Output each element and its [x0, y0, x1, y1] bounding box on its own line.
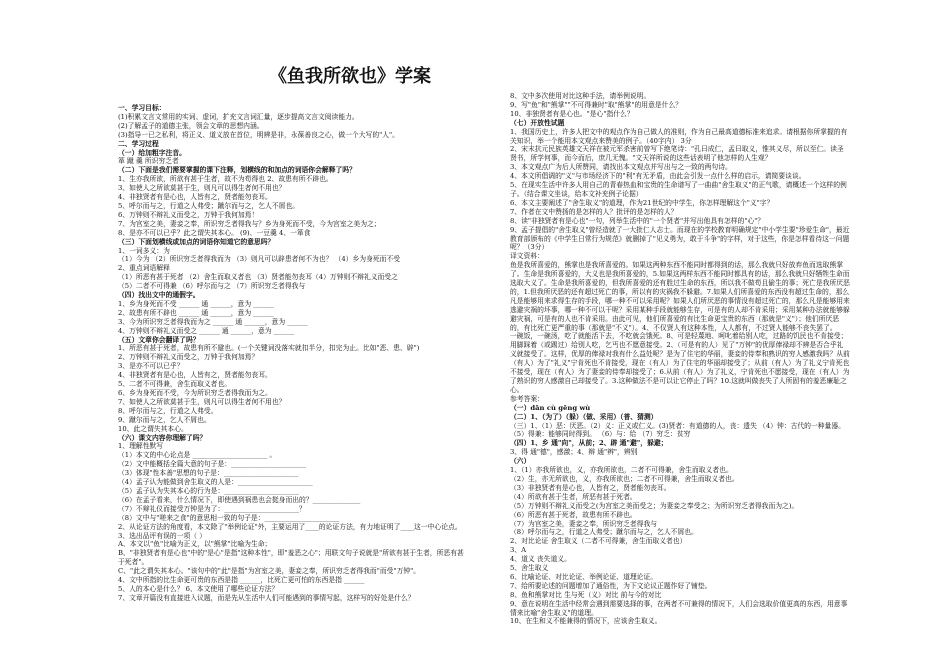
left-line: 3、如使人之所欲莫甚于生，则凡可以得生者何不用也？: [118, 184, 286, 193]
left-line: 2、重点词语解释: [118, 264, 170, 273]
left-line: （三）下面划横线或加点的词语你知道它的意思吗？: [118, 237, 275, 246]
left-line: 10、此之谓失其本心。: [118, 424, 188, 433]
right-line: 7、作者在文中赞扬的是怎样的人？批评的是怎样的人？: [510, 207, 678, 216]
left-line: （六）课文内容你理解了吗？: [118, 433, 207, 442]
left-line: 8、呼尔而与之，行道之人弗受。: [118, 406, 218, 415]
right-line: （四）1、乡 通"向"，从前；2、辟 通"避"，躲避；: [510, 439, 668, 448]
left-column: [118, 60, 468, 603]
left-line: 3、今为所识穷乏者得我而为之 ______ 通 ______，意为 ______: [118, 317, 308, 326]
left-line: 二、学习过程: [118, 139, 159, 148]
right-line: 9、写"鱼"和"熊掌""不可得兼时"取"熊掌"的用意是什么？: [510, 100, 683, 109]
left-line: （8）文中与"嗟来之食"的意思相一致的句子是：______________________: [118, 513, 340, 522]
left-line: （1）本文的中心论点是 ______________________ 。: [118, 451, 277, 460]
left-line: （1）所恶有甚于死者 （2）舍生而取义者也 （3）贤者能勿丧耳（4）万钟则不辩礼义而受之: [118, 273, 398, 282]
right-line: 参考答案：: [510, 394, 544, 403]
left-line: （5）孟子认为失其本心的行为是：______________________: [118, 486, 300, 495]
left-line: 6、乡为身死而不受，今为所识穷乏者得我而为之。: [118, 389, 272, 397]
right-line: 3、得 通"德"，感激；4、辩 通"辨"，辨别: [510, 448, 638, 457]
right-line: （8）呼尔而与之，行道之人弗受；蹴尔而与之，乞人不屑也。: [510, 528, 698, 537]
right-line: 6、本文主要阐述了"舍生取义"的道理，作为21世纪的中学生，你怎样理解这个"义"字？: [510, 198, 774, 207]
left-line: A、本文以"鱼"比喻为正义，以"熊掌"比喻为生命；: [118, 540, 272, 549]
right-line: （5）万钟则不辩礼义而受之(为宫室之美而受之；为妻妾之奉受之；为所识穷乏者得我而为之)。: [510, 501, 799, 510]
left-line: 5、呼尔而与之，行道之人弗受；蹴尔而与之，乞人不屑也。: [118, 201, 300, 210]
left-line: 4、非独贤者有是心也，人皆有之，贤者能勿丧耳。: [118, 371, 272, 380]
right-line: 鱼是我所喜爱的，熊掌也是我所喜爱的。如果这两种东西不能同时都得到的话，那么我就只好放弃鱼而选取熊掌了。生命是我所喜爱的，大义也是我所喜爱的，5.如果这两样东西不能同时都具有的话，那么我就只好牺牲生命而选取大义了。生命是我所喜爱的，但我所喜爱的还有胜过生命的东西，所以我不做苟且偷生的事；死亡是我所厌恶的，1.但我所厌恶的还有超过死亡的事，所以有的灾祸我不躲避。7.如果人们所喜爱的东西没有超过生命的，那么凡是能够用来求得生存的手段，哪一种不可以采用呢？如果人们所厌恶的事情没有超过死亡的，那么凡是能够用来逃避灾祸的坏事，哪一种不可以干呢？采用某种手段就能够生存，可是有的人却不肯采用；采用某种办法就能够躲避灾祸，可是有的人也不肯采用。由此可见，他们所喜爱的有比生命更宝贵的东西（那就是"义"）；他们所厌恶的，有比死亡更严重的事（那就是"不义"）。4、不仅贤人有这种本性，人人都有，不过贤人能够不丧失罢了。: [510, 261, 850, 332]
right-line: 2、对比论证 舍生取义（二者不可得兼，舍生而取义者也）: [510, 537, 687, 546]
left-line: 6、万钟则不辩礼义而受之，万钟于我何加焉！: [118, 210, 259, 219]
right-line: 2、宋末抗元民族英雄文天祥在被元军杀害前曾写下绝笔诗："孔曰成仁，孟曰取义，惟其义尽，所以至仁。读圣贤书，所学何事，而今而后，庶几无愧。"文天祥所说的这些话表明了他怎样的人生观？: [510, 145, 844, 163]
left-line: 1、生亦我所欲，所欲有甚于生者，故不为苟得也 2、故患有所不辟也。: [118, 175, 333, 184]
left-line: (2)了解孟子的道德主张，领会文章的思想内涵。: [118, 121, 264, 130]
right-column: [510, 92, 850, 626]
right-line: 9、孟子提倡的"舍生取义"曾经造就了一大批仁人志士。而现在的学校教育明确规定"中小学生要"珍爱生命"，最近教育部颁布的《中学生日常行为规范》就删掉了"见义勇为，敢于斗争"的字样，对于这些，你是怎样看待这一问题呢？（3分）: [510, 225, 850, 252]
left-line: （2）文中能概括全篇大意的句子是：______________________: [118, 460, 306, 469]
left-line: 7、如使人之所欲莫甚于生，则凡可以得生者何不用也？: [118, 397, 286, 406]
left-line: （4）孟子认为能做到舍生取义的人是：______________________: [118, 478, 313, 487]
right-line: （7）为宫室之美，妻妾之奉，所识穷乏者得我与: [510, 519, 658, 528]
left-line: (3)指导一已之私利，将正义、道义放在首位，明辨是非，永葆善良之心，做一个大写的"人"。: [118, 130, 399, 139]
right-line: 一碗饭，一碗汤，吃了就能活下去，不吃就会饿死。8、可是轻蔑地、呵叱着给别人吃，过路的饥民也不肯接受；用脚踩着（或踢过）给别人吃，乞丐也不愿意接受。2、（可是有的人）见了"万钟"的优厚俸禄却不辨是否合乎礼义就接受了。这样，优厚的俸禄对我有什么益处呢？是为了住宅的华丽，妻妾的侍奉和熟识的穷人感激我吗？从前（有人）为了"礼义"宁肯死也不肯接受，现在（有人）为了住宅的华丽却接受了；从前（有人）为了礼义宁肯死也不接受，现在（有人）为了妻妾的侍奉却接受了；6.从前（有人）为了礼义，宁肯死也不愿接受，现在（有人）为了熟识的穷人感激自己却接受了。3.这种做法不是可以让它停止了吗？10.这就叫做丧失了人所固有的羞恶廉耻之心。: [510, 332, 850, 394]
left-line: （五）文章你会翻译了吗？: [118, 335, 200, 344]
right-line: （3）非独贤者有是心也，人皆有之，贤者能勿丧耳。: [510, 483, 671, 492]
title-spacer: [118, 60, 468, 82]
right-line: 5、舍生取义: [510, 564, 549, 573]
right-line: （5）得兼：能够同时得到。 （6）与：给 （7）穷乏：贫穷: [510, 430, 691, 439]
right-line: 7、给所要论述的问题增加了通俗性，为下文论议正题作好了铺垫。: [510, 581, 712, 590]
left-line: 8、是亦不可以已乎？此之谓失其本心。 (9)、一豆羹 4、一箪食: [118, 228, 311, 237]
left-line: （7）不辩礼仪而接受万钟是为了：______________________？: [118, 504, 306, 513]
left-line: 1、乡为身死而不受 ______ 通 ______，意为 ______: [118, 299, 274, 308]
left-line: （四）找出文中的通假字。: [118, 291, 200, 300]
left-line: 5、人的本心是什么？ 6、本文使用了哪些论证方法？: [118, 584, 279, 593]
right-lines: [510, 92, 850, 626]
left-line: 7、文章开篇没有直接进入议题，而是先从生活中人们可能遇到的事情写起，这样写的好处是什么？: [118, 593, 415, 602]
left-line: 2、故患有所不辟也 ______ 通 ______，意为 ______: [118, 308, 274, 317]
left-line: 5、二者不可得兼，舍生而取义者也。: [118, 380, 232, 389]
left-line: 1、一词多义：为: [118, 246, 170, 255]
left-line: (1)积累文言文常用的实词、虚词，扩充文言词汇量，逐步提高文言文阅读能力。: [118, 112, 359, 121]
right-line: 9、意在说明在生活中经常会遇到需要选择的事，在两者不可兼得的情况下，人们会选取价值更高的东西，用意事情来比喻"舍生取义"的道理。: [510, 599, 848, 617]
right-line: （6）所恶有甚于死者，故患有所不辟也。: [510, 510, 637, 519]
right-line: 10、在生和义不能兼得的情况下，应该舍生取义。: [510, 617, 662, 626]
right-line: （六）: [510, 457, 531, 466]
right-line: （4）所欲有甚于生者，所恶有甚于死者。: [510, 492, 637, 501]
left-line: 4、万钟则不辩礼义而受之 ______ 通 ______，意为 ______: [118, 326, 295, 335]
right-line: 8、读"非独贤者有是心也"一句，列举生活中的"一个贤者"并写出他具有怎样的"心"？: [510, 216, 765, 225]
left-line: 7、为宫室之美，妻妾之奉，所识穷乏者得我与？乡为身死而不受，今为宫室之美为之；: [118, 219, 381, 228]
left-line: 3、选出品评有误的一项（ ）: [118, 531, 207, 540]
left-line: 4、文中所指的比生命更可贵的东西是指 ______，比死亡更可怕的东西是指 ______: [118, 576, 365, 585]
right-line: 10、非独贤者有是心也。"是心"指什么？: [510, 109, 634, 118]
right-line: 6、比喻论证、对比论证、举例论证、道理论证。: [510, 572, 658, 581]
left-line: C、"此之谓失其本心。"该句中的"此"是指"为宫室之美，妻妾之奉，所识穷乏者得我而"而受"万钟"。: [118, 567, 421, 576]
left-lines: [118, 104, 468, 603]
left-line: （3）体现"性本善"思想的句子是：______________________: [118, 469, 299, 478]
title-spacer-2: [118, 82, 468, 104]
left-line: （二）下面是我们需要掌握的课下注释，划横线的和加点的词语你会解释了吗？: [118, 166, 356, 175]
left-line: 9、蹴尔而与之，乞人不屑也。: [118, 415, 211, 424]
left-line: 箪 蹴 羹 所识穷乏者: [118, 157, 179, 166]
left-line: 2、万钟则不辩礼义而受之，万钟于我何加焉？: [118, 353, 259, 362]
right-line: 3、本文观点广为后人所赞同，请找出本文观点并写出与之一致的两句诗。: [510, 163, 732, 172]
document-title: 《鱼我所欲也》学案: [269, 66, 431, 87]
left-line: 2、从论证方法的角度看，本文除了"举例论证"外，主要运用了____的论证方法，有力地证明了____这一中心论点。: [118, 522, 462, 531]
left-line: （一）给加粗字注音。: [118, 148, 186, 157]
right-line: 译文资料：: [510, 252, 544, 261]
right-line: 5、在现实生活中许多人用自己的青春热血和宝贵的生命谱写了一曲曲"舍生取义"的正气歌，请概述一个这样的例子。（结合课文坐谈，给本文补充例子论据）: [510, 181, 847, 198]
left-line: 3、是亦不可以已乎？: [118, 362, 184, 371]
right-line: 1、我国历史上，许多人把文中的观点作为自己做人的准则，作为自己最高道德标准来追求。请根据你所掌握的有关知识，举一个能用本文观点来赞美的例子。（40字内） 3分: [510, 127, 848, 145]
right-line: （三）1、（1）恶：厌恶。（2）义：正义或仁义。(3)贤者：有道德的人，丧：遗失 （4）钟：古代的一种量器。: [510, 421, 845, 430]
right-line: 4、本文所倡调的"义"与市场经济下的"利"有无矛盾，由此会引发一点什么样的启示，请简要谈谈。: [510, 172, 806, 181]
left-line: 4、非独贤者有是心也，人皆有之，贤者能勿丧耳。: [118, 193, 272, 202]
left-line: 1、理解性默写: [118, 442, 164, 451]
right-line: 1、（1）亦我所欲也，义，亦我所欲也，二者不可得兼，舍生而取义者也。: [510, 466, 733, 475]
left-line: （6）在孟子看来，什么情况下，即使遇到祸患也会挺身而出的？______________: [118, 495, 361, 504]
right-line: 3、A: [510, 546, 527, 555]
right-line: （七）开放性试题: [510, 118, 565, 127]
left-line: 一、学习目标：: [118, 104, 166, 112]
left-line: 1、所恶有甚于死者，故患有所不避也。(一个关键词没落实就扣半分，扣完为止。比如"恶、患、辟"): [118, 344, 420, 353]
right-line: （2）生，亦无所欲也，义，亦我所欲也；二者不可得兼，舍生而取义者也。: [510, 474, 739, 483]
right-line: （一）dān cù gēng wù: [510, 403, 591, 412]
right-line: 8、文中多次使用对比这种手法，请举例说明。: [510, 92, 651, 100]
left-line: B、"非独贤者有是心也"中的"是心"是指"这种本性"，即"羞恶之心"；用联文句子说就是"所欲有甚于生者，所恶有甚于死者"。: [118, 549, 464, 567]
right-line: 4、道义 丧失道义。: [510, 555, 571, 564]
right-line: （二）1、（为了）（躲）（做、采用）（普、猜测）: [510, 412, 658, 421]
left-line: （5）二者不可得兼 （6）呼尔而与之 （7）所识穷乏者得我与: [118, 282, 306, 291]
left-line: （1）今为 （2）所识穷乏者得我而为 （3）则凡可以辟患者何不为也？ （4）乡为身死而不受: [118, 255, 401, 264]
right-line: 8、鱼和熊掌对比 生与死（义）对比 前与今的对比: [510, 590, 662, 599]
